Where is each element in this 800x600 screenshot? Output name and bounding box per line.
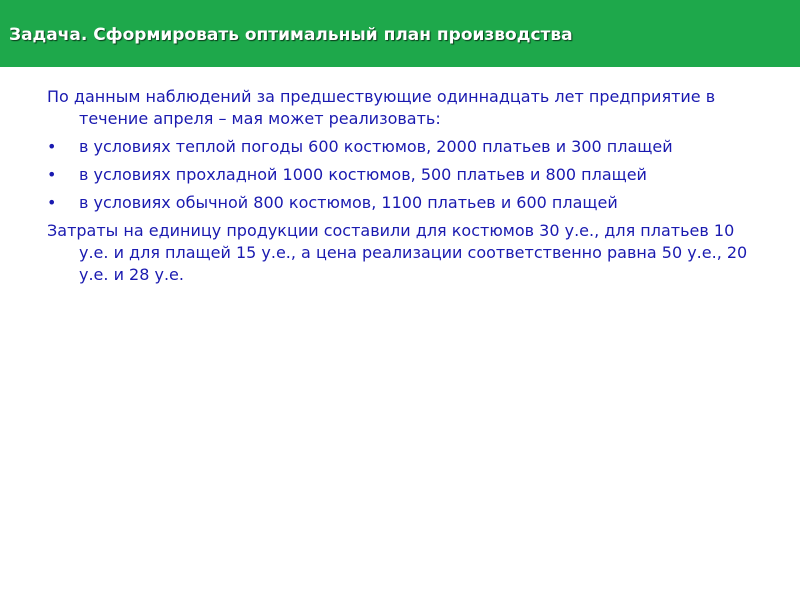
title-bar	[0, 0, 800, 67]
slide-title: Задача. Сформировать оптимальный план производства	[9, 25, 573, 45]
bullet-icon: •	[47, 137, 57, 156]
conditions-list	[47, 136, 767, 214]
bullet-icon: •	[47, 193, 57, 212]
list-item-text: в условиях теплой погоды 600 костюмов, 2000 платьев и 300 плащей	[79, 137, 673, 156]
slide-content	[47, 86, 767, 286]
costs-paragraph: Затраты на единицу продукции составили для костюмов 30 у.е., для платьев 10 у.е. и для плащей 15 у.е., а цена реализации соответственно равна 50 у.е., 20 у.е. и 28 у.е.	[47, 221, 748, 284]
intro-paragraph: По данным наблюдений за предшествующие одиннадцать лет предприятие в течение апреля – мая может реализовать:	[47, 87, 716, 128]
bullet-icon: •	[47, 165, 57, 184]
list-item	[47, 136, 767, 158]
list-item-text: в условиях прохладной 1000 костюмов, 500 платьев и 800 плащей	[79, 165, 647, 184]
list-item	[47, 192, 767, 214]
list-item	[47, 164, 767, 186]
list-item-text: в условиях обычной 800 костюмов, 1100 платьев и 600 плащей	[79, 193, 618, 212]
